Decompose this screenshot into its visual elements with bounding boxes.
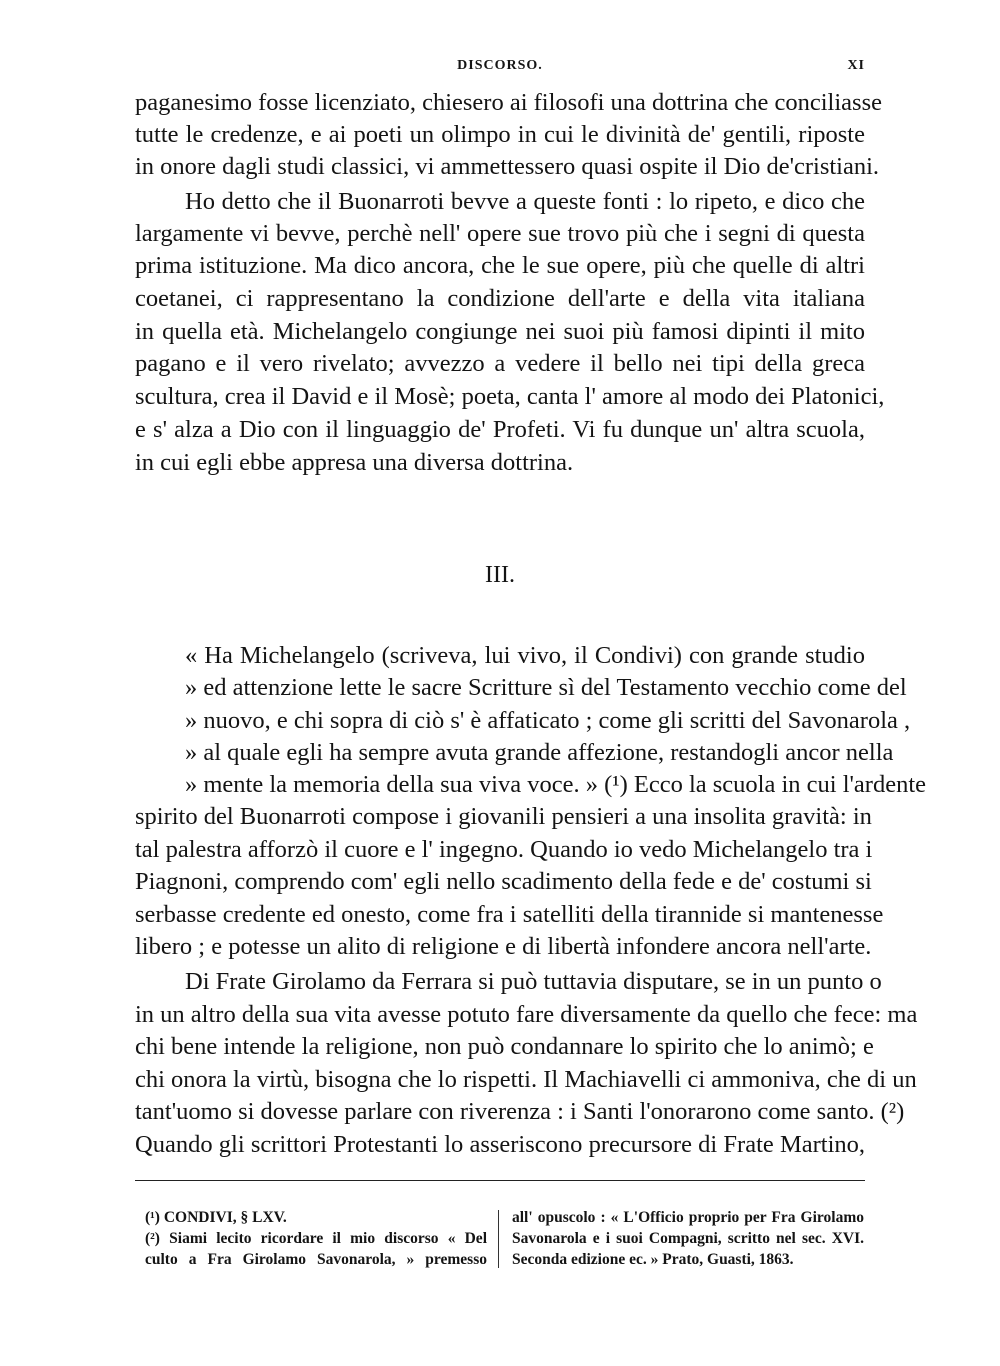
footnote-rule [135, 1180, 865, 1181]
footnote-line: all' opuscolo : « L'Officio proprio per Fra Girolamo [512, 1209, 864, 1226]
footnote-line: culto a Fra Girolamo Savonarola, » premesso [145, 1251, 487, 1268]
page-number: XI [847, 58, 865, 73]
text-line: chi onora la virtù, bisogna che lo rispetti. Il Machiavelli ci ammoniva, che di un [135, 1066, 917, 1093]
text-line: largamente vi bevve, perchè nell' opere sue trovo più che i segni di questa [135, 220, 865, 247]
footnote-column-divider [498, 1210, 499, 1268]
text-line: libero ; e potesse un alito di religione e di libertà infondere ancora nell'arte. [135, 933, 872, 960]
text-line: e s' alza a Dio con il linguaggio de' Profeti. Vi fu dunque un' altra scuola, [135, 416, 865, 443]
text-line: tal palestra afforzò il cuore e l' ingegno. Quando io vedo Michelangelo tra i [135, 836, 873, 863]
text-line: tant'uomo si dovesse parlare con riverenza : i Santi l'onorarono come santo. (²) [135, 1098, 905, 1125]
text-line: prima istituzione. Ma dico ancora, che le sue opere, più che quelle di altri [135, 252, 865, 279]
text-line: scultura, crea il David e il Mosè; poeta, canta l' amore al modo dei Platonici, [135, 383, 885, 410]
text-line: pagano e il vero rivelato; avvezzo a vedere il bello nei tipi della greca [135, 350, 865, 377]
text-line: Quando gli scrittori Protestanti lo asseriscono precursore di Frate Martino, [135, 1131, 865, 1158]
text-line: chi bene intende la religione, non può condannare lo spirito che lo animò; e [135, 1033, 874, 1060]
section-number: III. [485, 562, 515, 588]
running-title: DISCORSO. [457, 58, 543, 73]
text-line: « Ha Michelangelo (scriveva, lui vivo, il Condivi) con grande studio [185, 642, 865, 669]
text-line: spirito del Buonarroti compose i giovanili pensieri a una insolita gravità: in [135, 803, 872, 830]
text-line: » mente la memoria della sua viva voce. » (¹) Ecco la scuola in cui l'ardente [185, 771, 927, 798]
text-line: tutte le credenze, e ai poeti un olimpo in cui le divinità de' gentili, riposte [135, 121, 865, 148]
text-line: in onore dagli studi classici, vi ammettessero quasi ospite il Dio de'cristiani. [135, 153, 880, 180]
running-head [135, 58, 865, 82]
text-line: » ed attenzione lette le sacre Scritture sì del Testamento vecchio come del [185, 674, 907, 701]
footnote-line: Seconda edizione ec. » Prato, Guasti, 1863. [512, 1251, 794, 1268]
text-line: Piagnoni, comprendo com' egli nello scadimento della fede e de' costumi si [135, 868, 872, 895]
text-line: in un altro della sua vita avesse potuto fare diversamente da quello che fece: ma [135, 1001, 918, 1028]
text-line: in quella età. Michelangelo congiunge nei suoi più famosi dipinti il mito [135, 318, 865, 345]
footnote-line: Savonarola e i suoi Compagni, scritto nel sec. XVI. [512, 1230, 864, 1247]
text-line: coetanei, ci rappresentano la condizione dell'arte e della vita italiana [135, 285, 865, 312]
text-line: in cui egli ebbe appresa una diversa dottrina. [135, 449, 574, 476]
text-line: serbasse credente ed onesto, come fra i satelliti della tirannide si mantenesse [135, 901, 884, 928]
text-line: Di Frate Girolamo da Ferrara si può tuttavia disputare, se in un punto o [185, 968, 882, 995]
footnote-line: (¹) CONDIVI, § LXV. [145, 1209, 287, 1226]
text-line: » nuovo, e chi sopra di ciò s' è affaticato ; come gli scritti del Savonarola , [185, 707, 911, 734]
text-line: Ho detto che il Buonarroti bevve a queste fonti : lo ripeto, e dico che [185, 188, 865, 215]
text-line: paganesimo fosse licenziato, chiesero ai filosofi una dottrina che conciliasse [135, 89, 882, 116]
text-line: » al quale egli ha sempre avuta grande affezione, restandogli ancor nella [185, 739, 894, 766]
footnote-line: (²) Siami lecito ricordare il mio discorso « Del [145, 1230, 487, 1247]
